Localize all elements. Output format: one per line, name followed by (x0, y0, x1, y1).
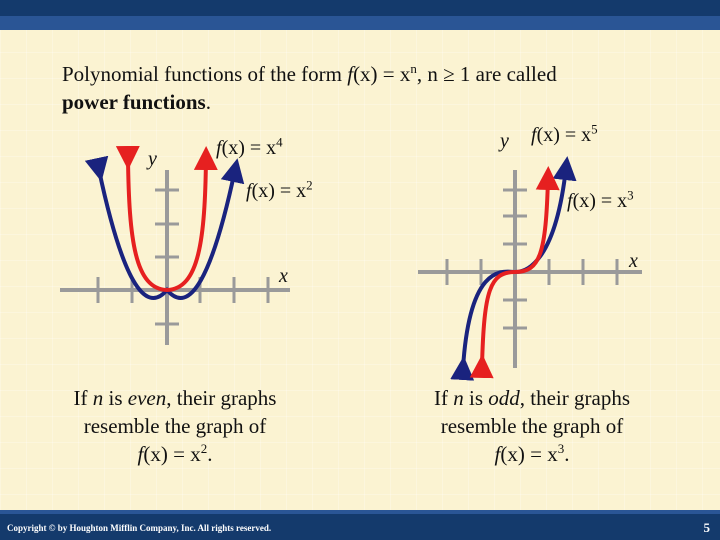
right-label-x5: $f(x) = x^5$ (531, 121, 598, 146)
intro-period: . (205, 90, 211, 114)
left-caption-line-2: resemble the graph of (83, 414, 267, 438)
right-x-label: x (629, 250, 638, 272)
left-caption (50, 384, 300, 468)
left-label-x2: $f(x) = x^2$ (246, 177, 313, 202)
left-x-label: x (279, 265, 288, 287)
right-label-x3: $f(x) = x^3$ (567, 187, 634, 212)
footer-bar (0, 510, 720, 540)
intro-exponent: n (410, 61, 417, 76)
intro-condition: , n ≥ 1 are called (416, 62, 557, 86)
right-caption-line-2: resemble the graph of (440, 414, 624, 438)
left-label-x4: $f(x) = x^4$ (216, 134, 283, 159)
right-caption (407, 384, 657, 468)
right-caption-line-3: $f(x) = x^3$. (494, 441, 570, 466)
copyright-text: Copyright © by Houghton Mifflin Company, Inc. All rights reserved. (7, 523, 272, 533)
intro-term: power functions (62, 90, 206, 114)
page-number: 5 (703, 520, 710, 535)
right-y-label: y (500, 130, 509, 152)
left-caption-line-3: $f(x) = x^2$. (137, 441, 213, 466)
intro-formula: (x) = x (353, 62, 411, 86)
intro-f: f (347, 62, 354, 86)
right-caption-line-1: If n is odd, their graphs (434, 386, 630, 410)
intro-prefix: Polynomial functions of the form (62, 62, 348, 86)
left-y-label: y (148, 148, 157, 170)
left-caption-line-1: If n is even, their graphs (73, 386, 277, 410)
